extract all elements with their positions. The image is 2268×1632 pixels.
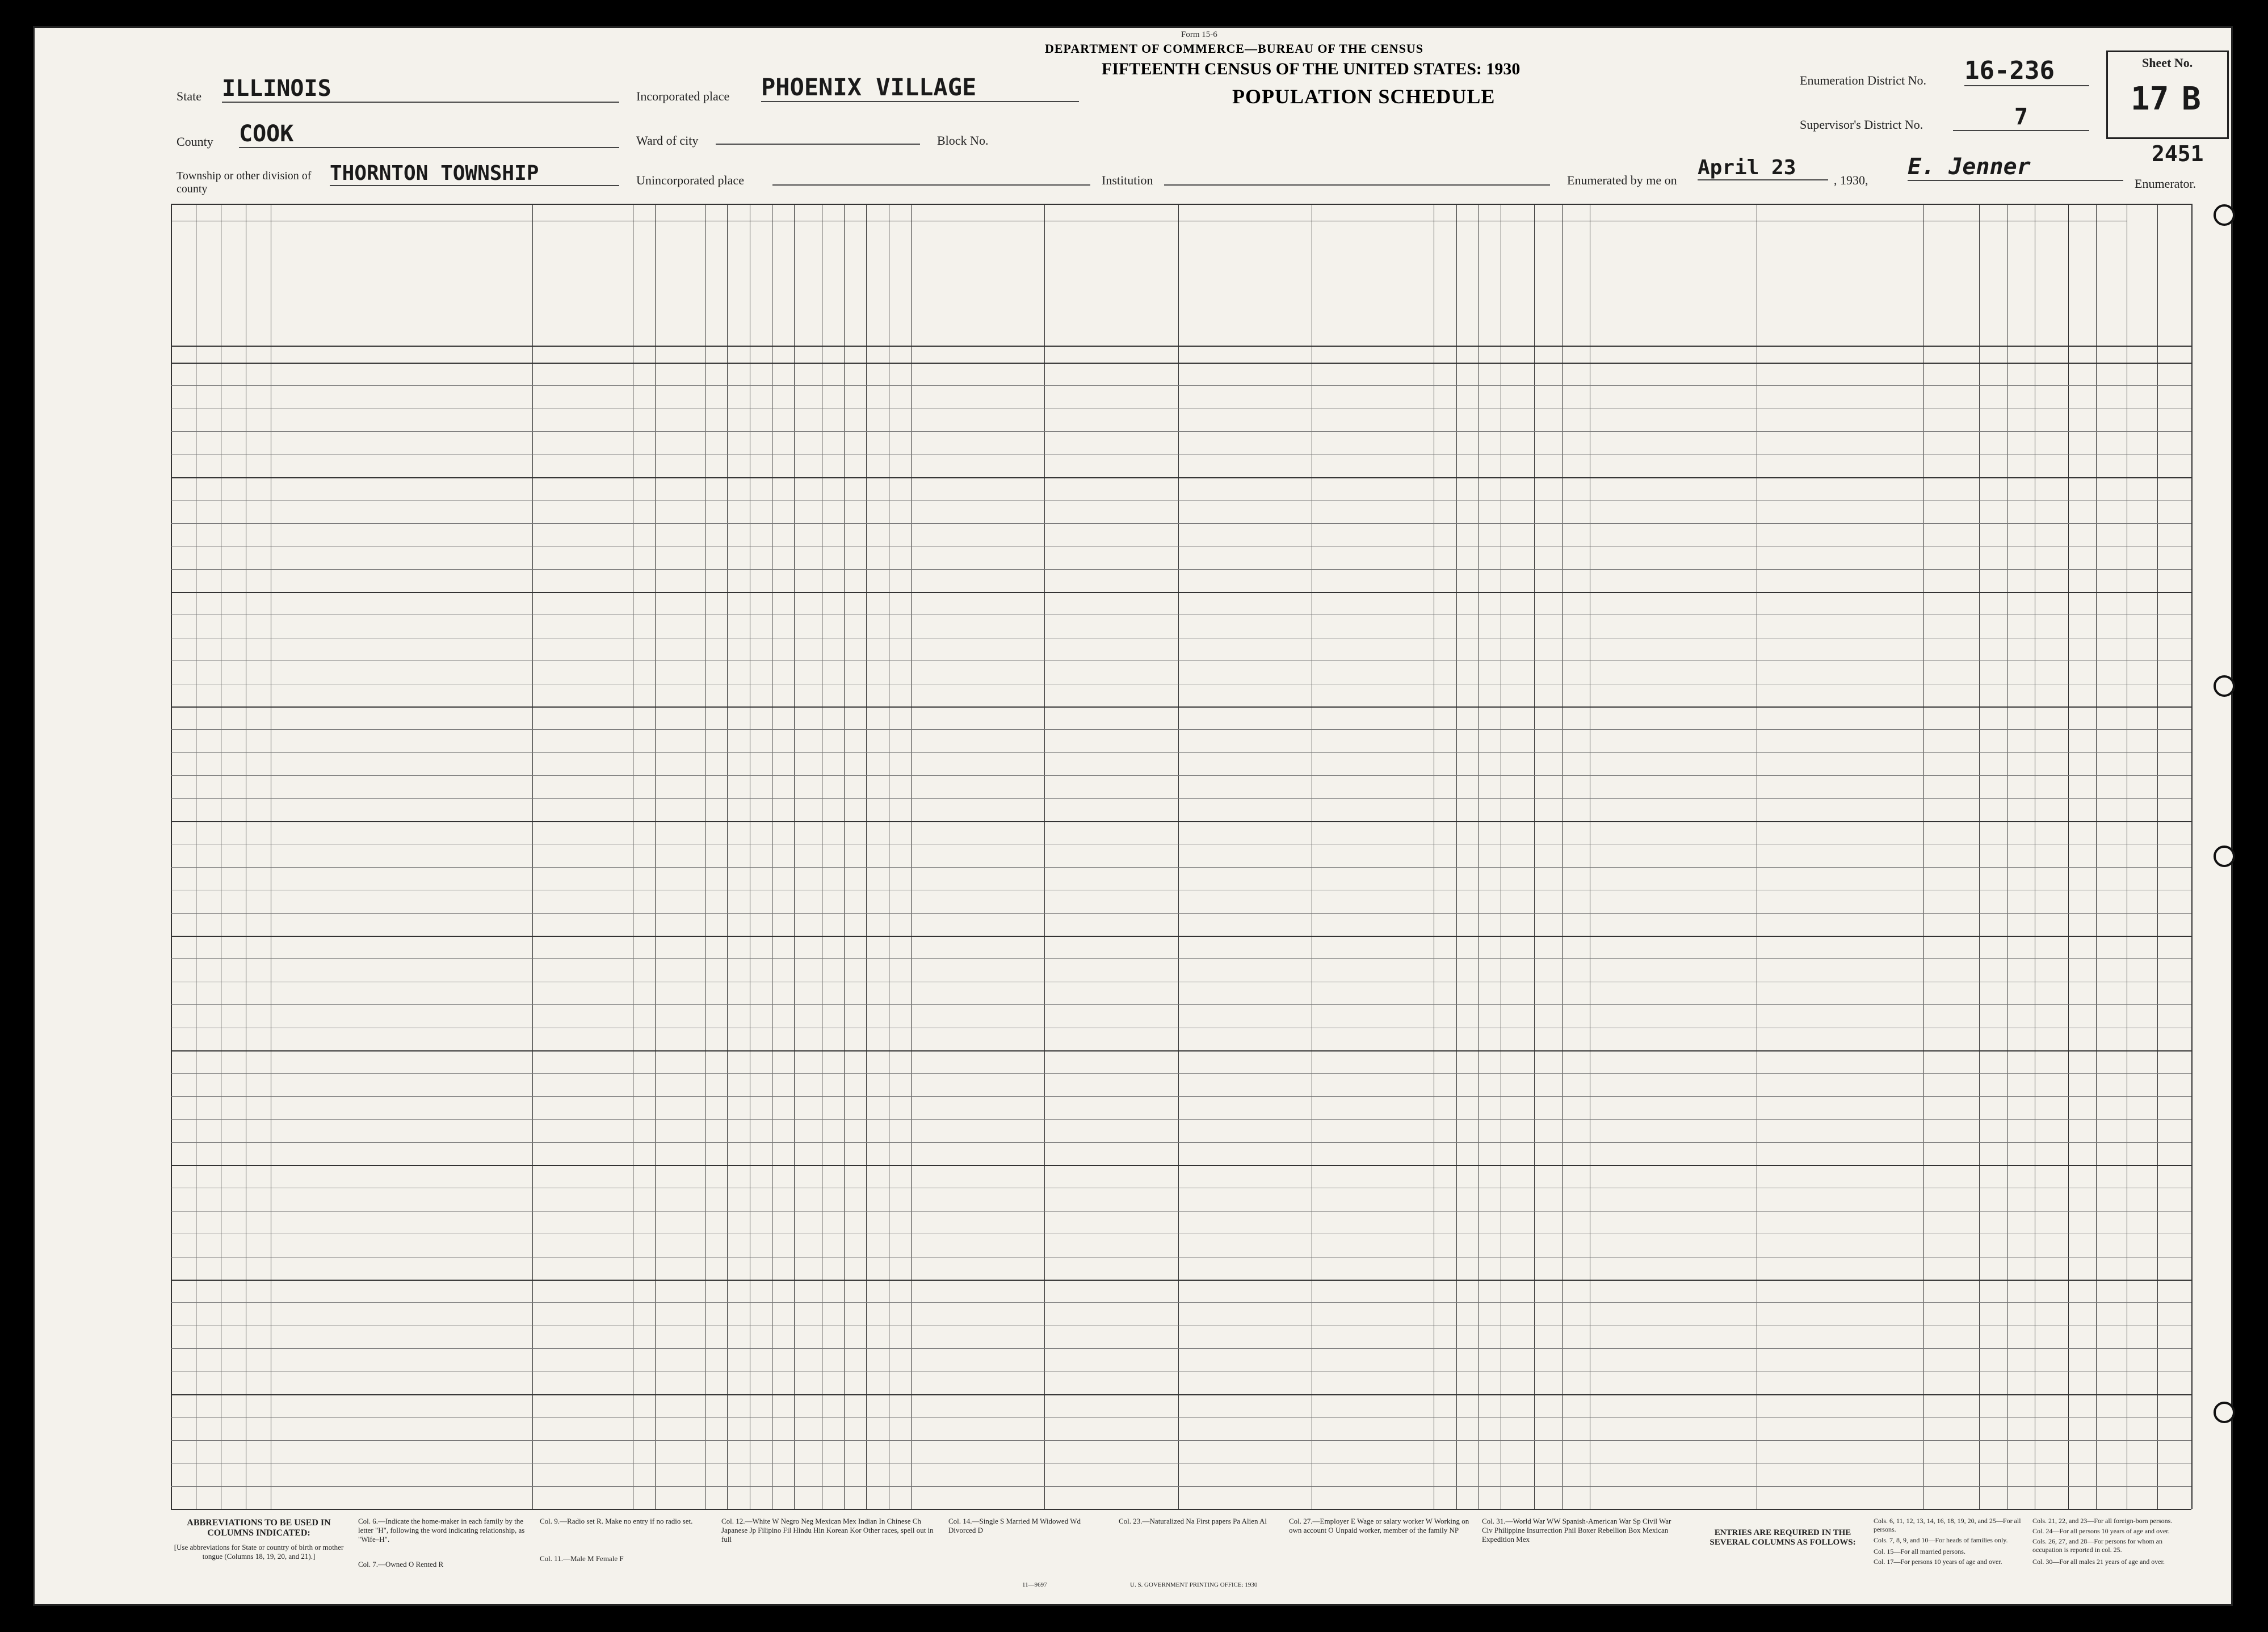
block-label: Block No. (937, 133, 989, 148)
entries-title: ENTRIES ARE REQUIRED IN THE SEVERAL COLUMNS AS FOLLOWS: (1710, 1528, 1856, 1547)
state-label: State (177, 89, 201, 103)
section-header (2007, 206, 2068, 220)
incorporated-value: PHOENIX VILLAGE (761, 73, 1079, 102)
column-header (1458, 223, 1477, 343)
ward-label: Ward of city (636, 133, 699, 148)
punch-hole (2214, 204, 2235, 226)
column-rule (171, 204, 172, 1509)
column-header (890, 223, 910, 343)
column-header (272, 223, 531, 343)
row-rule (171, 1280, 2191, 1281)
unincorporated-line (772, 184, 1090, 186)
census-title: FIFTEENTH CENSUS OF THE UNITED STATES: 1930 (1102, 60, 1521, 78)
abbrev-col27: Col. 27.—Employer E Wage or salary worker W Working on own account O Unpaid worker, member of the family NP (1289, 1517, 1469, 1534)
column-rule (1923, 204, 1924, 1509)
abbrev-note: [Use abbreviations for State or country of birth or mother tongue (Columns 18, 19, 20, and 21).] (174, 1543, 344, 1561)
footer (171, 1515, 2191, 1600)
column-header (656, 223, 704, 343)
row-rule (171, 431, 2191, 432)
row-rule (171, 1004, 2191, 1005)
abbrev-col23: Col. 23.—Naturalized Na First papers Pa Alien Al (1119, 1517, 1267, 1525)
column-rule (1534, 204, 1535, 1509)
schedule-title: POPULATION SCHEDULE (1232, 85, 1496, 108)
punch-hole (2214, 675, 2235, 697)
row-rule (171, 1119, 2191, 1120)
abbrev-col31: Col. 31.—World War WW Spanish-American War Sp Civil War Civ Philippine Insurrection Phil Boxer Rebellion Box Mexican Expedition Mex (1482, 1517, 1671, 1543)
enumerated-label: Enumerated by me on (1567, 173, 1677, 187)
column-header (867, 223, 887, 343)
column-rule (866, 204, 867, 1509)
column-header (1591, 223, 1755, 343)
row-rule (171, 1509, 2191, 1510)
supervisor-label: Supervisor's District No. (1800, 117, 1923, 132)
entries-8: Col. 30—For all males 21 years of age and over. (2032, 1558, 2165, 1566)
abbrev-col12: Col. 12.—White W Negro Neg Mexican Mex Indian In Chinese Ch Japanese Jp Filipino Fil Hindu Hin Korean Kor Other races, spell out in full (721, 1517, 934, 1543)
column-header (795, 223, 821, 343)
column-header (247, 223, 270, 343)
section-header (2068, 206, 2127, 220)
census-table (171, 204, 2191, 1509)
column-header (222, 223, 245, 343)
column-rule (1178, 204, 1179, 1509)
column-header (1563, 223, 1589, 343)
row-rule (171, 1302, 2191, 1303)
column-rule (794, 204, 795, 1509)
entries-1: Cols. 6, 11, 12, 13, 14, 16, 18, 19, 20, and 25—For all persons. (1874, 1517, 2021, 1533)
abbrev-title: ABBREVIATIONS TO BE USED IN COLUMNS INDICATED: (187, 1518, 331, 1538)
column-header (1925, 223, 1978, 343)
row-rule (171, 706, 2191, 708)
section-header (1501, 206, 1590, 220)
township-value: THORNTON TOWNSHIP (330, 162, 619, 186)
column-header (2036, 223, 2067, 343)
enum-district-label: Enumeration District No. (1800, 73, 1927, 87)
column-rule (1979, 204, 1980, 1509)
row-rule (171, 798, 2191, 799)
column-rule (532, 204, 533, 1509)
section-header (532, 206, 632, 220)
entries-2: Cols. 7, 8, 9, and 10—For heads of families only. (1874, 1536, 2008, 1544)
section-header (271, 206, 532, 220)
sheet-value: 17 (2131, 81, 2169, 117)
column-rule (2068, 204, 2069, 1509)
column-header (728, 223, 748, 343)
row-rule (171, 477, 2191, 478)
column-header (1435, 223, 1455, 343)
column-header (912, 223, 1043, 343)
colnum-bottom-rule (171, 363, 2191, 364)
abbrev-col7: Col. 7.—Owned O Rented R (358, 1560, 444, 1568)
county-label: County (177, 134, 213, 149)
column-rule (1562, 204, 1563, 1509)
column-header (845, 223, 865, 343)
row-rule (171, 1050, 2191, 1051)
column-header (823, 223, 843, 343)
row-rule (171, 775, 2191, 776)
incorporated-label: Incorporated place (636, 89, 730, 103)
column-header (197, 223, 220, 343)
section-header (911, 206, 1312, 220)
column-rule (727, 204, 728, 1509)
column-rule (655, 204, 656, 1509)
column-header (534, 223, 631, 343)
column-header (751, 223, 771, 343)
column-header (1045, 223, 1177, 343)
row-rule (171, 1096, 2191, 1097)
institution-label: Institution (1102, 173, 1153, 187)
township-label: Township or other division of county (177, 170, 312, 195)
column-header (1179, 223, 1311, 343)
column-header (1313, 223, 1433, 343)
row-rule (171, 592, 2191, 593)
row-rule (171, 1417, 2191, 1418)
institution-line (1164, 184, 1550, 186)
column-header (1980, 223, 2006, 343)
enum-district-value: 16-236 (1964, 56, 2089, 86)
entries-5: Cols. 21, 22, and 23—For all foreign-born persons. (2032, 1517, 2173, 1525)
row-rule (171, 1394, 2191, 1395)
row-rule (171, 867, 2191, 868)
row-rule (171, 1165, 2191, 1166)
section-header (633, 206, 750, 220)
column-rule (844, 204, 845, 1509)
row-rule (171, 1142, 2191, 1143)
column-rule (1456, 204, 1457, 1509)
sheet-side: B (2182, 81, 2201, 117)
punch-hole (2214, 1402, 2235, 1423)
abbrev-col9: Col. 9.—Radio set R. Make no entry if no radio set. (540, 1517, 693, 1525)
column-header (706, 223, 726, 343)
sheet-label: Sheet No. (2142, 56, 2193, 70)
table-right-border (2191, 204, 2193, 1509)
column-header (1480, 223, 1500, 343)
row-rule (171, 1486, 2191, 1487)
enumerated-date: April 23 (1698, 156, 1828, 180)
column-header (1758, 223, 1922, 343)
entries-3: Col. 15—For all married persons. (1874, 1547, 1965, 1555)
column-header (2008, 223, 2034, 343)
row-rule (171, 523, 2191, 524)
enumerated-year: , 1930, (1834, 173, 1868, 187)
sheet-box (2106, 51, 2229, 139)
ward-line (716, 144, 920, 145)
column-header (2097, 223, 2126, 343)
section-header (1590, 206, 2007, 220)
row-rule (171, 936, 2191, 937)
abbrev-col6: Col. 6.—Indicate the home-maker in each family by the letter "H", following the word indicating relationship, as "Wife–H". (358, 1517, 525, 1543)
column-header (634, 223, 654, 343)
form-code: 11—9697 (1022, 1581, 1047, 1588)
column-header (1502, 223, 1533, 343)
row-rule (171, 569, 2191, 570)
row-rule (171, 1348, 2191, 1349)
row-rule (171, 1073, 2191, 1074)
abbrev-col11: Col. 11.—Male M Female F (540, 1554, 624, 1563)
column-header (2128, 223, 2156, 343)
entries-6: Col. 24—For all persons 10 years of age and over. (2032, 1527, 2170, 1535)
column-rule (2096, 204, 2097, 1509)
form-number: Form 15-6 (1181, 30, 1217, 39)
column-rule (2157, 204, 2158, 1509)
column-rule (1044, 204, 1045, 1509)
state-value: ILLINOIS (222, 75, 619, 103)
enumerator-label: Enumerator. (2135, 176, 2196, 191)
census-sheet (33, 26, 2233, 1606)
table-top-border (171, 204, 2191, 205)
column-header (1535, 223, 1561, 343)
punch-hole (2214, 846, 2235, 867)
section-header (750, 206, 867, 220)
row-rule (171, 1211, 2191, 1212)
section-header (1312, 206, 1501, 220)
abbrev-col14: Col. 14.—Single S Married M Widowed Wd Divorced D (948, 1517, 1081, 1534)
row-rule (171, 913, 2191, 914)
row-rule (171, 1440, 2191, 1441)
row-rule (171, 821, 2191, 822)
supervisor-value: 7 (1953, 104, 2089, 131)
county-value: COOK (239, 121, 619, 148)
entries-7: Cols. 26, 27, and 28—For persons for whom an occupation is reported in col. 25. (2032, 1537, 2162, 1554)
entries-4: Col. 17—For persons 10 years of age and over. (1874, 1558, 2002, 1566)
row-rule (171, 385, 2191, 386)
column-header (172, 223, 195, 343)
enumerator-value: E. Jenner (1908, 154, 2123, 181)
printer-imprint: U. S. GOVERNMENT PRINTING OFFICE: 1930 (1130, 1581, 1258, 1588)
unincorporated-label: Unincorporated place (636, 173, 744, 187)
row-rule (171, 958, 2191, 959)
corner-number: 2451 (2152, 141, 2204, 166)
department-title: DEPARTMENT OF COMMERCE—BUREAU OF THE CENSUS (1045, 41, 1424, 56)
column-header (2069, 223, 2095, 343)
column-header (773, 223, 793, 343)
row-rule (171, 752, 2191, 753)
header-bottom-rule (171, 346, 2191, 347)
column-rule (911, 204, 912, 1509)
row-rule (171, 729, 2191, 730)
